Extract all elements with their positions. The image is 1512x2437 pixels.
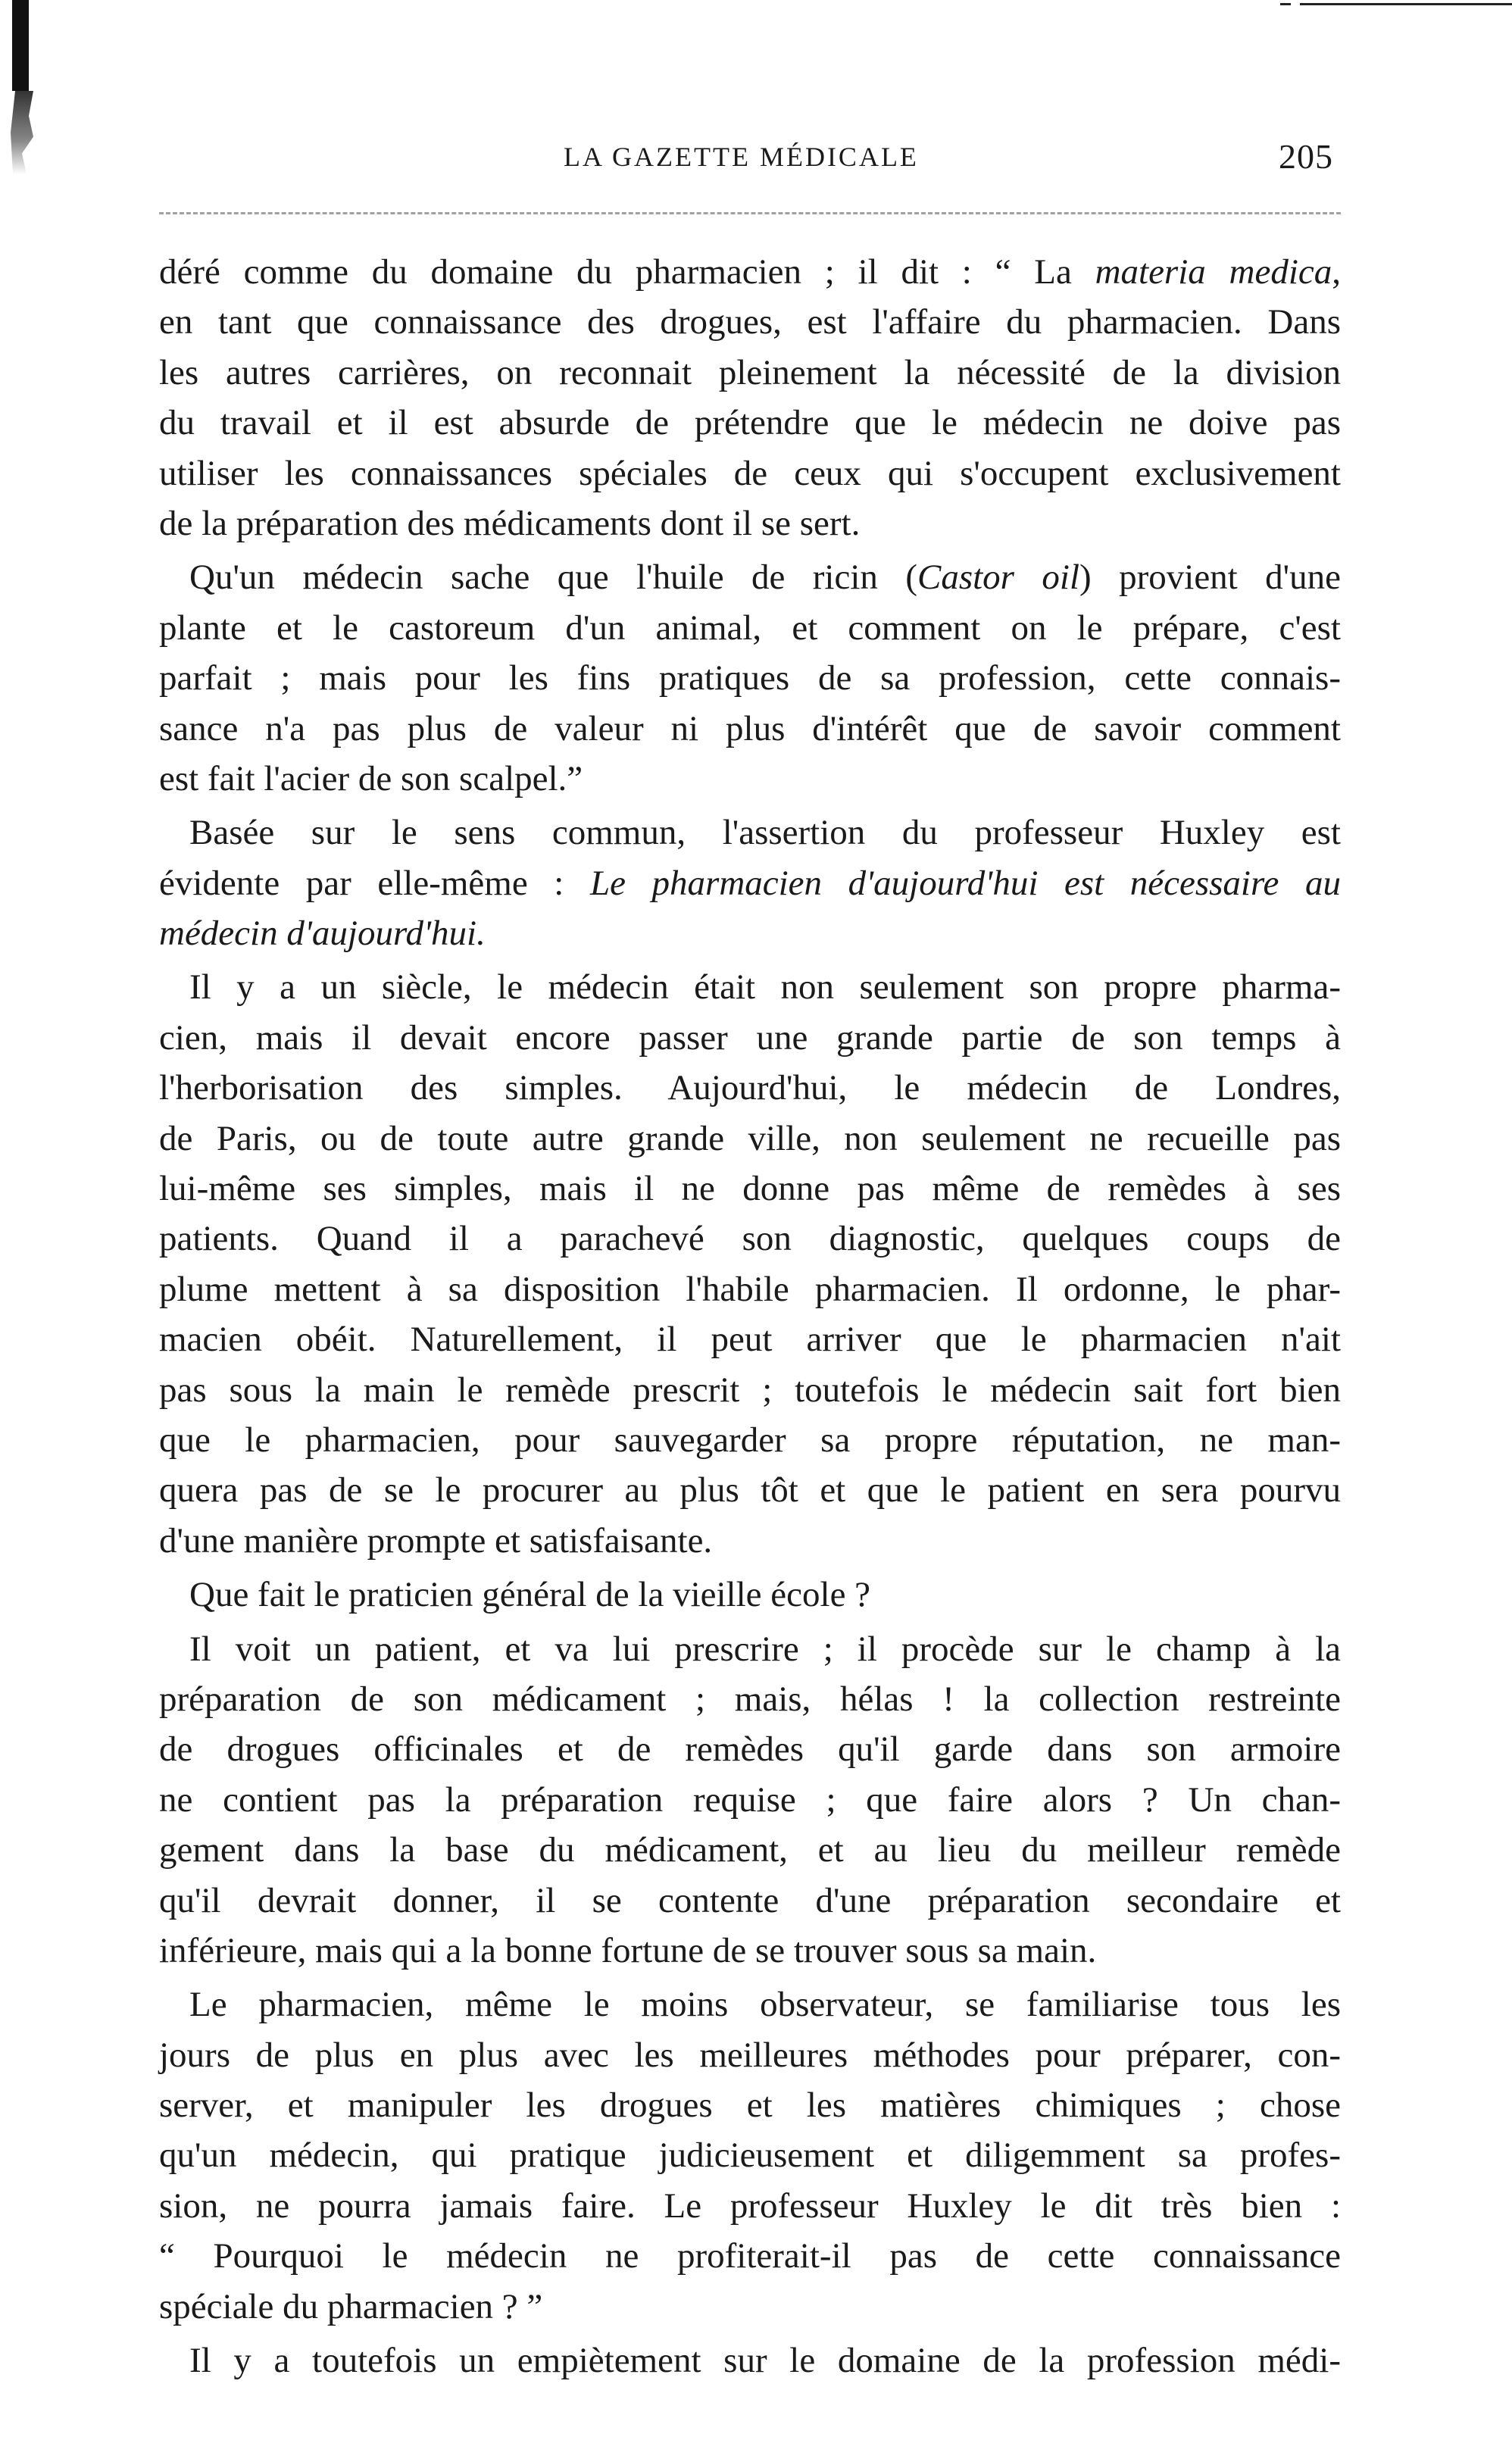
text-line	[159, 1214, 1341, 1264]
text-segment: les autres carrières, on reconnait pleinement la nécessité de la division	[159, 352, 1341, 392]
text-line	[159, 297, 1341, 347]
text-segment: quera pas de se le procurer au plus tôt et que le patient en sera pourvu	[159, 1470, 1341, 1511]
text-line	[159, 1063, 1341, 1113]
italic-text: materia medica	[1095, 252, 1332, 292]
text-line	[159, 1724, 1341, 1774]
text-segment: server, et manipuler les drogues et les matières chimiques ; chose	[159, 2086, 1341, 2126]
text-line	[159, 1979, 1341, 2029]
text-segment: que le pharmacien, pour sauvegarder sa propre réputation, ne man-	[159, 1420, 1341, 1460]
text-line	[159, 2335, 1341, 2385]
text-segment: spéciale du pharmacien ? ”	[159, 2286, 543, 2326]
italic-text: Le pharmacien d'aujourd'hui est nécessaire au	[589, 863, 1341, 903]
text-line	[159, 1516, 1341, 1566]
text-line	[159, 2282, 1341, 2332]
text-segment: ,	[1332, 252, 1341, 292]
text-line	[159, 2181, 1341, 2231]
text-segment: sion, ne pourra jamais faire. Le professeur Huxley le dit très bien :	[159, 2185, 1341, 2226]
text-segment: gement dans la base du médicament, et au lieu du meilleur remède	[159, 1830, 1341, 1870]
text-segment: macien obéit. Naturellement, il peut arriver que le pharmacien n'ait	[159, 1320, 1341, 1360]
text-segment: parfait ; mais pour les fins pratiques de sa profession, cette connais-	[159, 658, 1341, 698]
text-segment: Il y a un siècle, le médecin était non seulement son propre pharma-	[189, 967, 1341, 1008]
text-line	[159, 1570, 1341, 1620]
text-segment: Il y a toutefois un empiètement sur le domaine de la profession médi-	[189, 2341, 1341, 2381]
text-line	[159, 858, 1341, 908]
running-head	[0, 136, 1512, 182]
text-segment: ) provient d'une	[1079, 558, 1341, 598]
text-line	[159, 1365, 1341, 1415]
text-segment: plante et le castoreum d'un animal, et comment on le prépare, c'est	[159, 608, 1341, 648]
text-line	[159, 2231, 1341, 2281]
scan-top-rule	[1300, 3, 1512, 5]
body-text	[159, 247, 1341, 2385]
text-segment: d'une manière prompte et satisfaisante.	[159, 1520, 713, 1561]
text-line	[159, 1264, 1341, 1314]
text-line	[159, 552, 1341, 602]
text-segment: en tant que connaissance des drogues, est l'affaire du pharmacien. Dans	[159, 302, 1341, 342]
text-segment: l'herborisation des simples. Aujourd'hui, le médecin de Londres,	[159, 1068, 1341, 1108]
running-head-title: LA GAZETTE MÉDICALE	[564, 142, 919, 172]
text-line	[159, 2130, 1341, 2180]
text-line	[159, 603, 1341, 653]
text-segment: Que fait le praticien général de la vieille école ?	[189, 1575, 871, 1615]
text-line	[159, 498, 1341, 548]
text-line	[159, 1415, 1341, 1465]
text-line	[159, 1926, 1341, 1976]
text-line	[159, 1164, 1341, 1214]
text-line	[159, 398, 1341, 448]
text-segment: utiliser les connaissances spéciales de ceux qui s'occupent exclusivement	[159, 453, 1341, 493]
text-segment: de drogues officinales et de remèdes qu'il garde dans son armoire	[159, 1729, 1341, 1770]
text-segment: de Paris, ou de toute autre grande ville, non seulement ne recueille pas	[159, 1118, 1341, 1158]
text-segment: Le pharmacien, même le moins observateur, se familiarise tous les	[189, 1985, 1341, 2025]
text-line	[159, 808, 1341, 858]
text-segment: jours de plus en plus avec les meilleures méthodes pour préparer, con-	[159, 2035, 1341, 2075]
text-line	[159, 1013, 1341, 1063]
text-line	[159, 247, 1341, 297]
text-segment: du travail et il est absurde de prétendre que le médecin ne doive pas	[159, 403, 1341, 443]
text-segment: évidente par elle-même :	[159, 863, 590, 903]
text-line	[159, 1775, 1341, 1825]
text-segment: Basée sur le sens commun, l'assertion du professeur Huxley est	[189, 813, 1341, 853]
text-line	[159, 962, 1341, 1012]
text-segment: déré comme du domaine du pharmacien ; il dit : “ La	[159, 252, 1095, 292]
text-segment: cien, mais il devait encore passer une grande partie de son temps à	[159, 1017, 1341, 1058]
text-segment: patients. Quand il a parachevé son diagnostic, quelques coups de	[159, 1219, 1341, 1259]
text-segment: inférieure, mais qui a la bonne fortune de se trouver sous sa main.	[159, 1930, 1097, 1970]
text-segment: Il voit un patient, et va lui prescrire ; il procède sur le champ à la	[189, 1629, 1341, 1669]
text-line	[159, 1314, 1341, 1364]
text-segment: “ Pourquoi le médecin ne profiterait-il pas de cette connaissance	[159, 2236, 1341, 2276]
header-rule	[159, 212, 1341, 214]
text-segment: qu'un médecin, qui pratique judicieusement et diligemment sa profes-	[159, 2135, 1341, 2176]
italic-text: médecin d'aujourd'hui.	[159, 914, 486, 954]
text-line	[159, 1624, 1341, 1674]
text-segment: ne contient pas la préparation requise ; que faire alors ? Un chan-	[159, 1779, 1341, 1820]
text-line	[159, 754, 1341, 804]
text-line	[159, 1876, 1341, 1926]
text-line	[159, 2080, 1341, 2130]
text-line	[159, 1674, 1341, 1724]
text-line	[159, 2030, 1341, 2080]
text-line	[159, 653, 1341, 703]
text-line	[159, 1825, 1341, 1875]
scan-edge-mark	[12, 0, 29, 91]
text-segment: sance n'a pas plus de valeur ni plus d'intérêt que de savoir comment	[159, 708, 1341, 748]
text-segment: Qu'un médecin sache que l'huile de ricin (	[189, 558, 917, 598]
text-line	[159, 908, 1341, 958]
text-line	[159, 348, 1341, 398]
text-segment: est fait l'acier de son scalpel.”	[159, 758, 583, 798]
text-segment: qu'il devrait donner, il se contente d'une préparation secondaire et	[159, 1880, 1341, 1920]
page-number: 205	[1279, 137, 1333, 176]
text-line	[159, 448, 1341, 498]
text-segment: de la préparation des médicaments dont il se sert.	[159, 503, 861, 543]
scan-top-dash	[1280, 3, 1291, 5]
text-segment: lui-même ses simples, mais il ne donne pas même de remèdes à ses	[159, 1169, 1341, 1209]
text-line	[159, 1114, 1341, 1164]
italic-text: Castor oil	[917, 558, 1080, 598]
text-line	[159, 704, 1341, 754]
text-segment: pas sous la main le remède prescrit ; toutefois le médecin sait fort bien	[159, 1370, 1341, 1410]
text-segment: plume mettent à sa disposition l'habile pharmacien. Il ordonne, le phar-	[159, 1269, 1341, 1309]
text-segment: préparation de son médicament ; mais, hélas ! la collection restreinte	[159, 1679, 1341, 1719]
text-line	[159, 1465, 1341, 1515]
